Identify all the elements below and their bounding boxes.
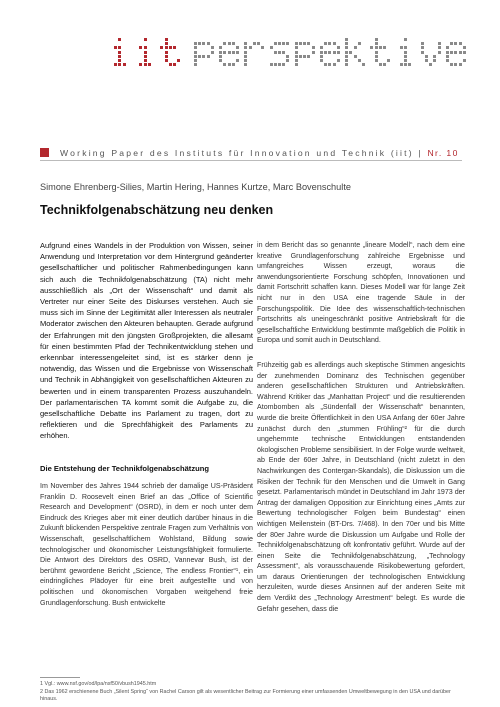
logo-iit-pixel xyxy=(144,46,147,49)
logo-perspektive-pixel xyxy=(228,51,231,54)
logo-perspektive-pixel xyxy=(450,51,453,54)
authors: Simone Ehrenberg-Silies, Martin Hering, Hannes Kurtze, Marc Bovenschulte xyxy=(40,182,351,192)
logo-perspektive-pixel xyxy=(194,46,197,49)
logo-perspektive-pixel xyxy=(261,46,264,49)
paper-number: Nr. 10 xyxy=(427,148,459,158)
logo-perspektive-pixel xyxy=(345,46,348,49)
logo-perspektive-pixel xyxy=(312,46,315,49)
logo-perspektive-pixel xyxy=(253,42,256,45)
logo-perspektive-pixel xyxy=(320,46,323,49)
logo-perspektive-pixel xyxy=(383,46,386,49)
logo-perspektive-pixel xyxy=(421,51,424,54)
logo-iit-pixel xyxy=(144,55,147,58)
logo-perspektive-pixel xyxy=(278,63,281,66)
logo-perspektive-pixel xyxy=(282,63,285,66)
logo-perspektive-pixel xyxy=(400,63,403,66)
logo-iit-pixel xyxy=(169,63,172,66)
logo-perspektive-pixel xyxy=(333,51,336,54)
logo-perspektive-pixel xyxy=(228,63,231,66)
logo-perspektive-pixel xyxy=(223,63,226,66)
logo-perspektive-pixel xyxy=(219,59,222,62)
logo-perspektive-pixel xyxy=(438,46,441,49)
logo-perspektive-pixel xyxy=(463,51,466,54)
logo-perspektive-pixel xyxy=(207,55,210,58)
logo-perspektive-pixel xyxy=(274,63,277,66)
logo-iit-pixel xyxy=(144,38,147,41)
logo-perspektive-pixel xyxy=(337,59,340,62)
logo-iit-pixel xyxy=(165,55,168,58)
logo-perspektive-pixel xyxy=(324,42,327,45)
logo-perspektive-pixel xyxy=(198,42,201,45)
logo-perspektive-pixel xyxy=(375,51,378,54)
logo-iit-pixel xyxy=(160,46,163,49)
logo-perspektive-pixel xyxy=(320,51,323,54)
logo-iit-pixel xyxy=(114,63,117,66)
logo-perspektive-pixel xyxy=(354,46,357,49)
logo-perspektive-pixel xyxy=(232,63,235,66)
logo-perspektive-pixel xyxy=(450,42,453,45)
logo-perspektive-pixel xyxy=(223,42,226,45)
logo-perspektive-pixel xyxy=(358,59,361,62)
logo-perspektive-pixel xyxy=(312,51,315,54)
logo-perspektive-pixel xyxy=(404,63,407,66)
logo-perspektive-pixel xyxy=(425,59,428,62)
logo-perspektive-pixel xyxy=(295,63,298,66)
body-column-right: Frühzeitig gab es allerdings auch skeptische Stimmen angesichts der zunehmenden Dominanz des Technischen gegenüber anderen gesellschaftlichen Strukturen und Antriebskräften. Während Kritiker das „Manhattan Project“ und die resultierenden Atombomben als „Sündenfall der Wissenschaft“ benannten, wurde die breite Öffentlichkeit in den USA Anfang der 60er Jahre zunächst durch den „stummen Frühling“² für die durch ungehemmte technische Entwicklungen entstandenden ökologischen Probleme sensibilisiert. In der Folge wurde weltweit, ab Ende der 60er Jahre, in Deutschland (nicht zuletzt in den Nachwirkungen des Contergan-Skandals), die Diskussion um die Risiken der Technik für den Menschen und die Umwelt in Gang gesetzt. Parlamentarisch mündet in Deutschland im Jahr 1973 der Antrag der damaligen Opposition zur Einrichtung eines „Amts zur Bewertung technologischer Folgen beim Bundestag“ einen wichtigen Meilenstein (BT-Drs. 7/468). In den 70er und bis Mitte der 80er Jahre wurde die Diskussion um Aufgabe und Rolle der Technikfolgenabschätzung oft konfrontativ geführt. Wurde auf der einen Seite die Technikfolgenabschätzung, „Technology Assessment“, als vorausschauende Risikobewertung gefordert, um daraus Orientierungen der technologischen Entwicklung herzuleiten, wurde dieses Ansinnen auf der anderen Seite mit dem Verdikt des „Technology Arrestment“ belegt. Es wurde die Gefahr gesehen, dass die xyxy=(257,361,465,613)
body-column-left: Im November des Jahres 1944 schrieb der damalige US-Präsident Franklin D. Roosevelt einen Brief an das „Office of Scientific Research and Development“ (OSRD), in dem er noch unter dem Eindruck des Krieges aber mit einer deutlich darüber hinaus in die Zukunft blickenden Perspektive zentrale Fragen zum Verhältnis von Wissenschaft, gesellschaftlichem Wohlstand, Bildung sowie technologischer und ökonomischer Leistungsfähigkeit formulierte. Die Antwort des Direktors des OSRD, Vannevar Bush, ist der berühmt gewordene Bericht „Science, The endless Frontier“¹, ein eindringliches Plädoyer für eine breit aufgestellte und von politischen und ökonomischen Vorgaben weitgehend freie Grundlagenforschung. Bush entwickelte xyxy=(40,482,253,607)
logo-perspektive-pixel xyxy=(228,42,231,45)
logo-iit-pixel xyxy=(148,63,151,66)
logo-perspektive-pixel xyxy=(295,51,298,54)
logo-perspektive-pixel xyxy=(320,55,323,58)
logo-perspektive-pixel xyxy=(433,59,436,62)
logo-perspektive-pixel xyxy=(333,42,336,45)
logo-perspektive-pixel xyxy=(333,63,336,66)
logo-perspektive-pixel xyxy=(429,63,432,66)
logo-perspektive-pixel xyxy=(404,38,407,41)
logo-iit-pixel xyxy=(165,59,168,62)
header-red-square xyxy=(40,148,49,157)
logo-iit-pixel xyxy=(123,63,126,66)
logo-perspektive-pixel xyxy=(446,51,449,54)
logo-perspektive-pixel xyxy=(345,51,348,54)
logo-perspektive-pixel xyxy=(345,38,348,41)
logo-perspektive-pixel xyxy=(244,42,247,45)
logo-perspektive-pixel xyxy=(354,55,357,58)
logo-perspektive-pixel xyxy=(459,63,462,66)
logo-perspektive-pixel xyxy=(454,42,457,45)
logo-perspektive-pixel xyxy=(421,42,424,45)
logo-perspektive-pixel xyxy=(244,51,247,54)
logo-perspektive-pixel xyxy=(375,46,378,49)
logo-perspektive-pixel xyxy=(337,51,340,54)
logo-perspektive-pixel xyxy=(236,51,239,54)
logo-iit-pixel xyxy=(144,51,147,54)
logo-perspektive-pixel xyxy=(446,59,449,62)
logo-perspektive-pixel xyxy=(299,55,302,58)
logo-perspektive-pixel xyxy=(404,55,407,58)
working-paper-line xyxy=(60,148,480,158)
logo-perspektive-pixel xyxy=(278,42,281,45)
logo-iit-pixel xyxy=(144,63,147,66)
logo-perspektive-pixel xyxy=(324,51,327,54)
body-column-right-top: in dem Bericht das so genannte „lineare Modell“, nach dem eine kreative Grundlagenforschung zahlreiche Ergebnisse und umfangreiches Wissen erzeugt, woraus die anwendungsorientierte Forschung schöpfen, Innovationen und damit Fortschritt schaffen kann. Dieses Modell war für lange Zeit nicht nur in den USA eine tragende Säule in der Forschungspolitik. Die Idee des wissenschaftlich-technischen Fortschritts als uneingeschränkt positive Antriebskraft für die gesellschaftliche Entwicklung bestimmte maßgeblich die Politik in Europa und somit auch in Deutschland. xyxy=(257,241,465,345)
logo-perspektive-pixel xyxy=(202,42,205,45)
logo-perspektive-pixel xyxy=(400,46,403,49)
logo-perspektive-pixel xyxy=(438,42,441,45)
logo-perspektive-pixel xyxy=(454,51,457,54)
logo-iit-pixel xyxy=(165,38,168,41)
logo-perspektive-pixel xyxy=(282,51,285,54)
logo-perspektive-pixel xyxy=(345,42,348,45)
logo-iit-pixel xyxy=(118,59,121,62)
logo-perspektive-pixel xyxy=(278,51,281,54)
logo-perspektive-pixel xyxy=(257,42,260,45)
logo-perspektive-pixel xyxy=(438,51,441,54)
logo-perspektive-pixel xyxy=(459,51,462,54)
logo-iit-pixel xyxy=(144,59,147,62)
logo-perspektive-pixel xyxy=(286,42,289,45)
logo-perspektive-pixel xyxy=(211,51,214,54)
logo-perspektive-pixel xyxy=(345,55,348,58)
logo-perspektive-pixel xyxy=(194,51,197,54)
logo-iit-pixel xyxy=(173,46,176,49)
logo-perspektive-pixel xyxy=(370,46,373,49)
logo-perspektive-pixel xyxy=(194,55,197,58)
logo-perspektive-pixel xyxy=(425,55,428,58)
logo-perspektive-pixel xyxy=(463,59,466,62)
logo-perspektive-pixel xyxy=(194,63,197,66)
logo-perspektive-pixel xyxy=(223,51,226,54)
paper-title: Technikfolgenabschätzung neu denken xyxy=(40,203,274,217)
footnote-2: 2 Das 1962 erschienene Buch „Silent Spring“ von Rachel Carson gilt als wesentlicher Beitrag zur Formierung einer umfassenden Umweltbewegung in den USA und darüber hinaus. xyxy=(40,689,451,702)
logo-perspektive-pixel xyxy=(345,63,348,66)
logo-iit-pixel xyxy=(118,63,121,66)
logo-perspektive-pixel xyxy=(375,55,378,58)
section-heading: Die Entstehung der Technikfolgenabschätzung xyxy=(40,464,210,473)
logo-perspektive-pixel xyxy=(282,42,285,45)
footnote-rule xyxy=(40,677,80,678)
logo-perspektive-pixel xyxy=(303,55,306,58)
logo-iit-pixel xyxy=(139,63,142,66)
logo-perspektive-pixel xyxy=(404,59,407,62)
logo-perspektive-pixel xyxy=(249,46,252,49)
logo-perspektive-pixel xyxy=(375,42,378,45)
logo-perspektive-pixel xyxy=(219,46,222,49)
logo-iit-pixel xyxy=(118,55,121,58)
logo-perspektive-pixel xyxy=(446,46,449,49)
logo-iit-pixel xyxy=(139,46,142,49)
logo-perspektive-pixel xyxy=(219,51,222,54)
logo-perspektive-pixel xyxy=(324,63,327,66)
logo-perspektive-pixel xyxy=(375,38,378,41)
logo-iit-pixel xyxy=(118,51,121,54)
logo-perspektive-pixel xyxy=(274,51,277,54)
logo-perspektive-pixel xyxy=(219,55,222,58)
logo-perspektive-pixel xyxy=(232,42,235,45)
logo-perspektive-pixel xyxy=(404,46,407,49)
logo-perspektive-pixel xyxy=(345,59,348,62)
logo-perspektive-pixel xyxy=(307,42,310,45)
footnote-1: 1 Vgl.: www.nsf.gov/od/lpa/nsf50/vbush1945.htm xyxy=(40,681,157,687)
logo-perspektive-pixel xyxy=(358,42,361,45)
logo-iit-pixel xyxy=(118,46,121,49)
logo-perspektive-pixel xyxy=(404,51,407,54)
logo-perspektive-pixel xyxy=(295,42,298,45)
logo-perspektive-pixel xyxy=(328,42,331,45)
logo-iit-pixel xyxy=(165,46,168,49)
logo-iit-pixel xyxy=(177,59,180,62)
logo-perspektive-pixel xyxy=(362,63,365,66)
logo-iit-pixel xyxy=(165,51,168,54)
logo-perspektive-pixel xyxy=(244,46,247,49)
logo-iit-pixel xyxy=(173,63,176,66)
logo-perspektive-pixel xyxy=(299,42,302,45)
logo-perspektive-pixel xyxy=(450,63,453,66)
logo-perspektive-pixel xyxy=(375,59,378,62)
logo-perspektive-pixel xyxy=(459,42,462,45)
logo-perspektive-pixel xyxy=(387,59,390,62)
logo-perspektive-pixel xyxy=(295,55,298,58)
header-separator: | xyxy=(418,148,423,158)
logo-perspektive-pixel xyxy=(349,51,352,54)
logo-perspektive-pixel xyxy=(463,46,466,49)
logo-perspektive-pixel xyxy=(211,46,214,49)
logo-iit-pixel xyxy=(118,38,121,41)
logo-perspektive-pixel xyxy=(433,55,436,58)
logo-perspektive-pixel xyxy=(232,51,235,54)
logo-perspektive-pixel xyxy=(202,55,205,58)
logo-perspektive-pixel xyxy=(286,59,289,62)
logo-perspektive-pixel xyxy=(295,46,298,49)
header-rule xyxy=(40,160,462,161)
logo-perspektive-pixel xyxy=(328,63,331,66)
logo-perspektive-pixel xyxy=(446,55,449,58)
logo-iit-pixel xyxy=(114,46,117,49)
logo-perspektive-pixel xyxy=(198,55,201,58)
logo-perspektive-pixel xyxy=(379,63,382,66)
logo-perspektive-pixel xyxy=(295,59,298,62)
logo-perspektive-pixel xyxy=(274,42,277,45)
logo-perspektive-pixel xyxy=(379,46,382,49)
logo-perspektive-pixel xyxy=(244,59,247,62)
logo-perspektive-pixel xyxy=(194,42,197,45)
logo-perspektive-pixel xyxy=(337,46,340,49)
working-paper-label: Working Paper des Instituts für Innovation und Technik (iit) xyxy=(60,148,414,158)
logo-perspektive-pixel xyxy=(408,63,411,66)
logo-perspektive-pixel xyxy=(454,63,457,66)
logo-perspektive-pixel xyxy=(236,59,239,62)
logo-iit-pixel xyxy=(169,46,172,49)
logo-perspektive-pixel xyxy=(270,46,273,49)
logo-perspektive-pixel xyxy=(328,51,331,54)
logo-perspektive-pixel xyxy=(421,46,424,49)
logo-perspektive-pixel xyxy=(236,46,239,49)
abstract: Aufgrund eines Wandels in der Produktion von Wissen, seiner Anwendung und Interpretation vor dem Hintergrund geänderter gesellschaftlicher und politischer Rahmenbedingungen kann sich auch die Technikfolgenabschätzung (TA) nicht mehr ausschließlich als „Ort der Wissenschaft“ und damit als Vertreter nur einer Seite des Diskurses verstehen. Auch sie muss sich im Sinne der Legitimität aller Interessen als neutraler Moderator zwischen den Akteuren behaupten. Gerade aufgrund der Erfahrungen mit den jüngsten Großprojekten, die allesamt für einen bestimmten Pfad der Technikentwicklung stehen und erkennbar interessengeleitet sind, ist es stärker denn je notwendig, das Wissen und die Ergebnisse von Wissenschaft und Technik in Abhängigkeit von gesellschaftlichen Akteuren zu bewerten und in einem transparenten Prozess auszuhandeln. Der parlamentarischen TA kommt somit die Aufgabe zu, die gesellschaftliche Debatte ins Parlament zu tragen, dort zu reflektieren und die Sprechfähigkeit des Parlaments zu erhöhen. xyxy=(40,241,253,441)
logo-perspektive-pixel xyxy=(383,63,386,66)
logo-perspektive-pixel xyxy=(207,42,210,45)
logo-perspektive-pixel xyxy=(244,63,247,66)
logo-perspektive-pixel xyxy=(244,55,247,58)
logo-perspektive-pixel xyxy=(320,59,323,62)
logo-perspektive-pixel xyxy=(270,63,273,66)
logo-perspektive-pixel xyxy=(194,59,197,62)
logo-perspektive-pixel xyxy=(303,42,306,45)
logo-iit-pixel xyxy=(165,42,168,45)
logo-perspektive-pixel xyxy=(307,55,310,58)
logo-perspektive-pixel xyxy=(286,55,289,58)
